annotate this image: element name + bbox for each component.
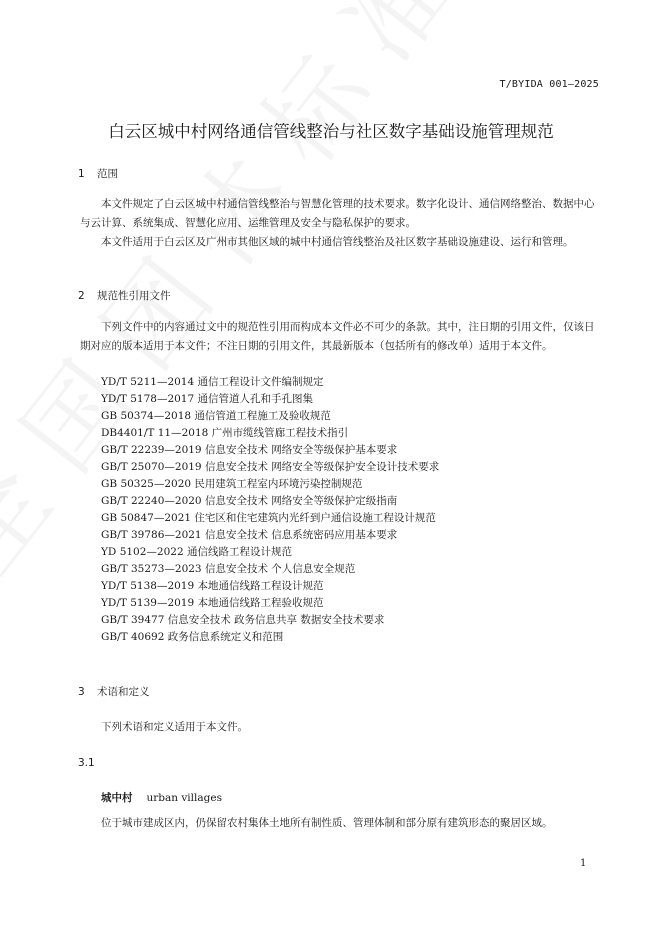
reference-item: GB/T 39786—2021 信息安全技术 信息系统密码应用基本要求 — [101, 529, 398, 541]
section-title: 术语和定义 — [97, 686, 150, 698]
paragraph: 本文件规定了白云区城中村通信管线整治与智慧化管理的技术要求。数字化设计、通信网络整治、数据中心与云计算、系统集成、智慧化应用、运维管理及安全与隐私保护的要求。 — [80, 198, 595, 229]
reference-item: GB/T 39477 信息安全技术 政务信息共享 数据安全技术要求 — [101, 614, 385, 626]
section-number: 2 — [78, 290, 85, 302]
section-title: 范围 — [97, 168, 118, 180]
reference-item: GB/T 40692 政务信息系统定义和范围 — [101, 631, 284, 643]
reference-item: DB4401/T 11—2018 广州市缆线管廊工程技术指引 — [101, 427, 349, 439]
reference-item: GB/T 22239—2019 信息安全技术 网络安全等级保护基本要求 — [101, 444, 398, 456]
reference-item: YD/T 5138—2019 本地通信线路工程设计规范 — [101, 580, 324, 592]
term-definition: 位于城市建成区内，仍保留农村集体土地所有制性质、管理体制和部分原有建筑形态的聚居区域。 — [101, 817, 553, 829]
reference-item: YD/T 5178—2017 通信管道人孔和手孔图集 — [101, 393, 314, 405]
reference-item: GB/T 35273—2023 信息安全技术 个人信息安全规范 — [101, 563, 356, 575]
reference-item: GB 50325—2020 民用建筑工程室内环境污染控制规范 — [101, 478, 363, 490]
section-3-intro: 下列术语和定义适用于本文件。 — [101, 721, 248, 733]
standard-code: T/BYIDA 001—2025 — [499, 79, 599, 90]
reference-item: GB 50847—2021 住宅区和住宅建筑内光纤到户通信设施工程设计规范 — [101, 512, 436, 524]
reference-item: YD/T 5211—2014 通信工程设计文件编制规定 — [101, 376, 324, 388]
section-title: 规范性引用文件 — [97, 290, 171, 302]
page-number: 1 — [580, 858, 587, 869]
reference-item: GB/T 22240—2020 信息安全技术 网络安全等级保护定级指南 — [101, 495, 398, 507]
section-2-heading — [78, 288, 171, 303]
paragraph: 本文件适用于白云区及广州市其他区域的城中村通信管线整治及社区数字基础设施建设、运行和管理。 — [101, 236, 574, 248]
term-english: urban villages — [146, 792, 222, 804]
section-1-heading — [78, 166, 118, 181]
reference-item: YD 5102—2022 通信线路工程设计规范 — [101, 546, 292, 558]
reference-item: GB/T 25070—2019 信息安全技术 网络安全等级保护安全设计技术要求 — [101, 461, 440, 473]
section-number: 3 — [78, 686, 85, 698]
document-title: 白云区城中村网络通信管线整治与社区数字基础设施管理规范 — [108, 122, 554, 141]
reference-item: GB 50374—2018 通信管道工程施工及验收规范 — [101, 410, 331, 422]
reference-item: YD/T 5139—2019 本地通信线路工程验收规范 — [101, 597, 324, 609]
term-entry — [101, 790, 222, 805]
section-number: 1 — [78, 168, 85, 180]
clause-number: 3.1 — [78, 757, 95, 769]
section-1-body — [80, 195, 600, 252]
term-chinese: 城中村 — [101, 792, 133, 804]
section-3-heading — [78, 684, 150, 699]
section-2-intro — [80, 318, 600, 356]
paragraph: 下列文件中的内容通过文中的规范性引用而构成本文件必不可少的条款。其中，注日期的引用文件，仅该日期对应的版本适用于本文件；不注日期的引用文件，其最新版本（包括所有的修改单）适用于本文件。 — [80, 321, 595, 352]
